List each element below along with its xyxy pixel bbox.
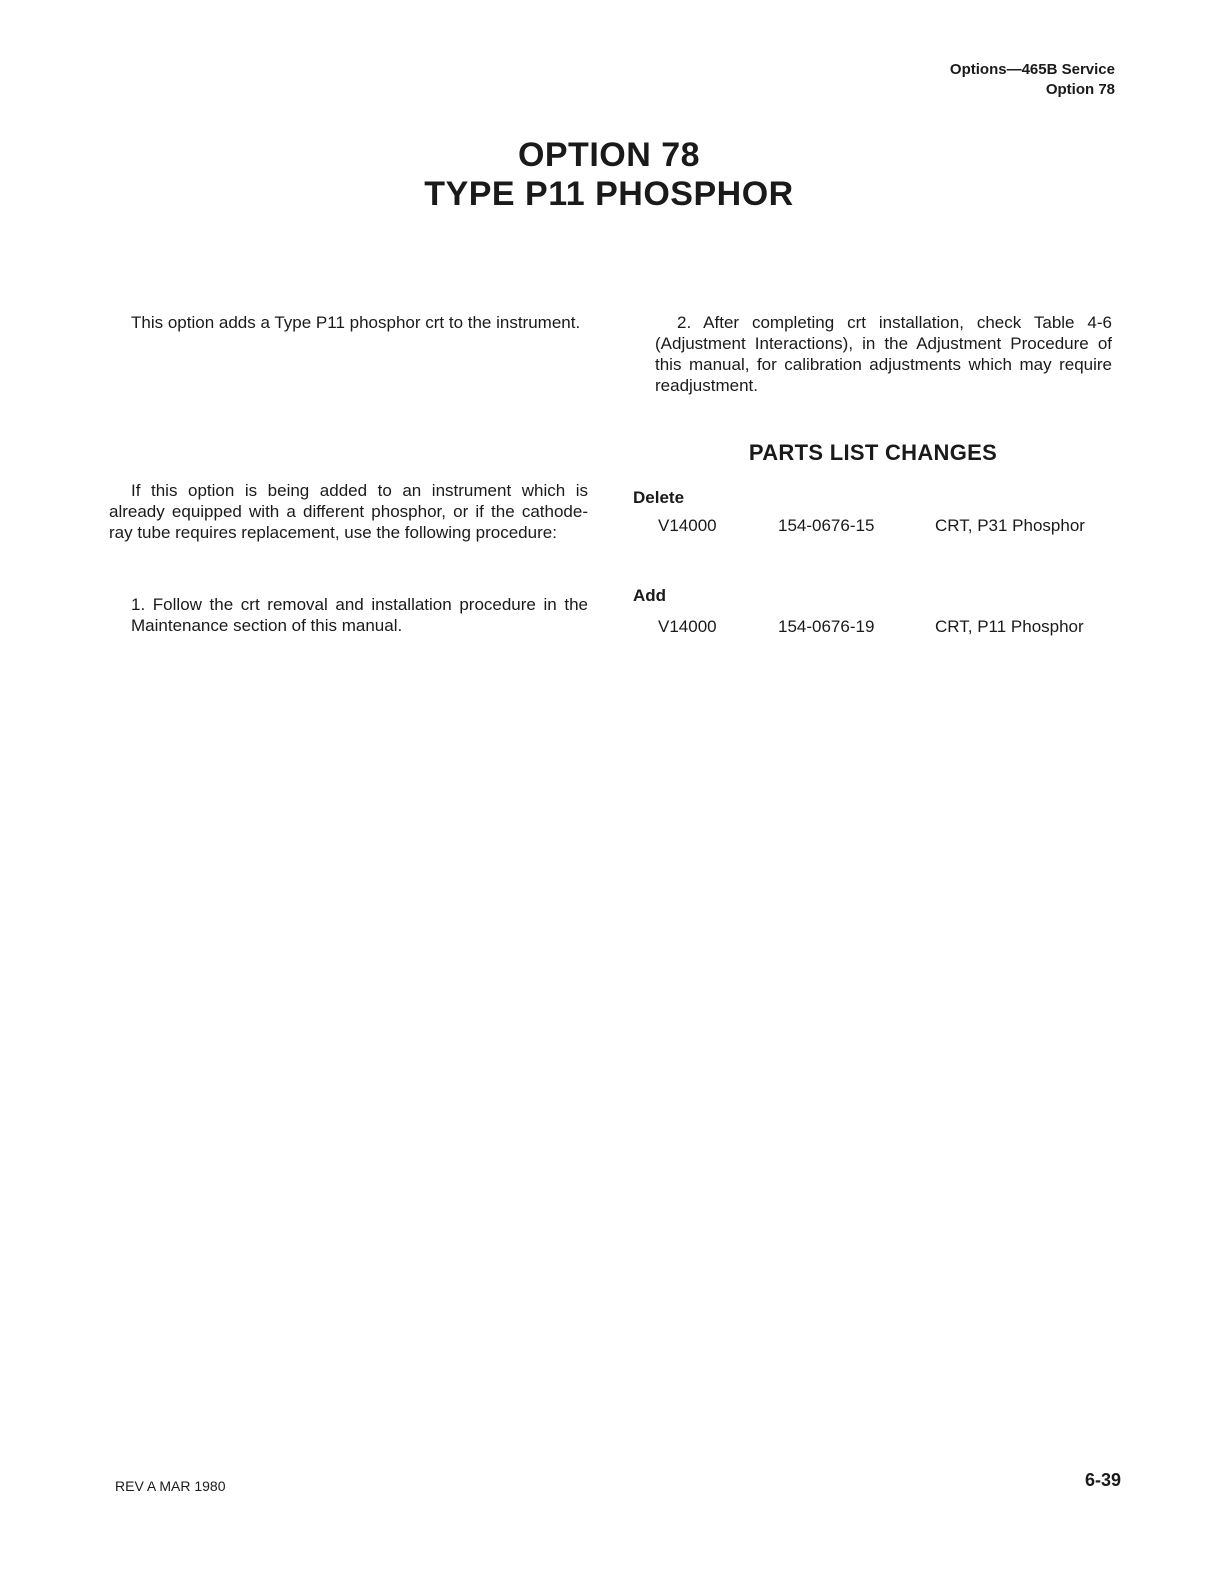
add-part-row bbox=[633, 617, 1113, 639]
step-2-block bbox=[655, 312, 1112, 396]
part-description: CRT, P11 Phosphor bbox=[935, 617, 1084, 636]
running-header bbox=[950, 60, 1115, 100]
part-number: 154-0676-15 bbox=[778, 516, 875, 535]
parts-list-heading: PARTS LIST CHANGES bbox=[748, 440, 998, 465]
delete-part-row bbox=[633, 516, 1113, 538]
part-ref: V14000 bbox=[658, 617, 717, 636]
delete-group-label: Delete bbox=[633, 488, 685, 507]
page-number: 6-39 bbox=[1084, 1470, 1121, 1490]
revision-date: REV A MAR 1980 bbox=[115, 1478, 226, 1494]
title-phosphor-type: TYPE P11 PHOSPHOR bbox=[424, 175, 794, 213]
intro-paragraph-block bbox=[109, 312, 588, 333]
procedure-step-1: 1. Follow the crt removal and installation procedure in the Maintenance section of this manual. bbox=[131, 595, 588, 635]
part-ref: V14000 bbox=[658, 516, 717, 535]
step-1-block bbox=[109, 594, 588, 636]
running-header-manual: Options—465B Service bbox=[949, 61, 1115, 78]
procedure-step-2: 2. After completing crt installation, check Table 4-6 (Adjustment Interactions), in the Adjustment Procedure of this manual, for calibration adjustments which may require readjustment. bbox=[655, 313, 1112, 395]
procedure-intro-block bbox=[109, 480, 588, 543]
part-description: CRT, P31 Phosphor bbox=[935, 516, 1085, 535]
part-number: 154-0676-19 bbox=[778, 617, 875, 636]
running-header-option: Option 78 bbox=[1045, 81, 1115, 98]
add-group-label: Add bbox=[633, 586, 667, 605]
procedure-intro-paragraph: If this option is being added to an instrument which is already equipped with a different phosphor, or if the cathode-ray tube requires replacement, use the following procedure: bbox=[109, 481, 588, 542]
page-title bbox=[0, 136, 1218, 214]
intro-paragraph: This option adds a Type P11 phosphor crt to the instrument. bbox=[131, 313, 581, 332]
title-option-number: OPTION 78 bbox=[517, 136, 701, 174]
